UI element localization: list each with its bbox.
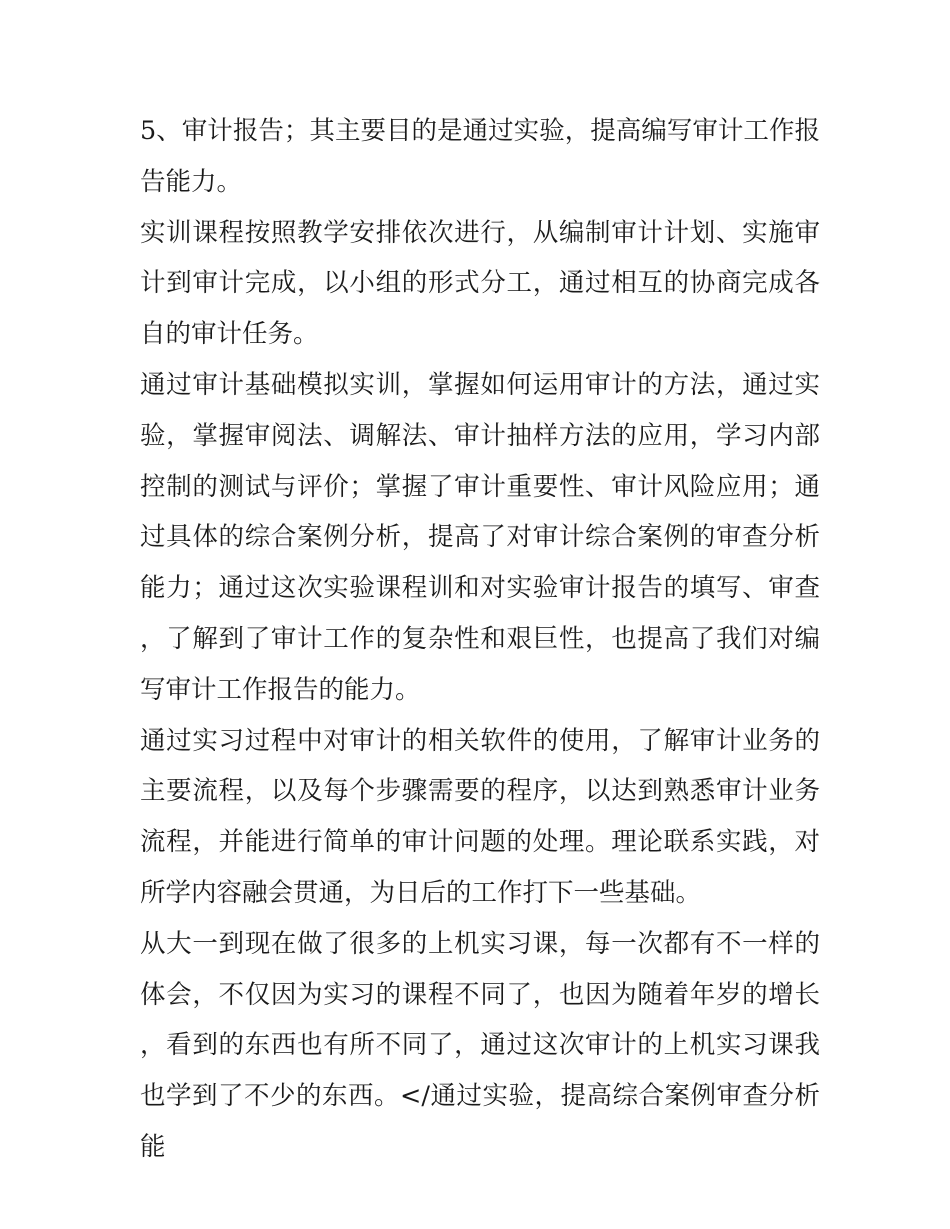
- paragraph-reflection: 从大一到现在做了很多的上机实习课，每一次都有不一样的体会，不仅因为实习的课程不同了，也因为随着年岁的增长，看到的东西也有所不同了，通过这次审计的上机实习课我也学到了不少的东西。</通过实验，提高综合案例审查分析能: [140, 928, 820, 1162]
- document-body: [140, 106, 820, 1173]
- paragraph-software-practice: 通过实习过程中对审计的相关软件的使用，了解审计业务的主要流程，以及每个步骤需要的程序，以达到熟悉审计业务流程，并能进行简单的审计问题的处理。理论联系实践，对所学内容融会贯通，为日后的工作打下一些基础。: [140, 725, 820, 908]
- paragraph-audit-report: 5、审计报告；其主要目的是通过实验，提高编写审计工作报告能力。: [140, 116, 820, 197]
- paragraph-simulation-training: 通过审计基础模拟实训，掌握如何运用审计的方法，通过实验，掌握审阅法、调解法、审计抽样方法的应用，学习内部控制的测试与评价；掌握了审计重要性、审计风险应用；通过具体的综合案例分析，提高了对审计综合案例的审查分析能力；通过这次实验课程训和对实验审计报告的填写、审查，了解到了审计工作的复杂性和艰巨性，也提高了我们对编写审计工作报告的能力。: [140, 369, 820, 705]
- paragraph-training-course: 实训课程按照教学安排依次进行，从编制审计计划、实施审计到审计完成，以小组的形式分工，通过相互的协商完成各自的审计任务。: [140, 217, 820, 350]
